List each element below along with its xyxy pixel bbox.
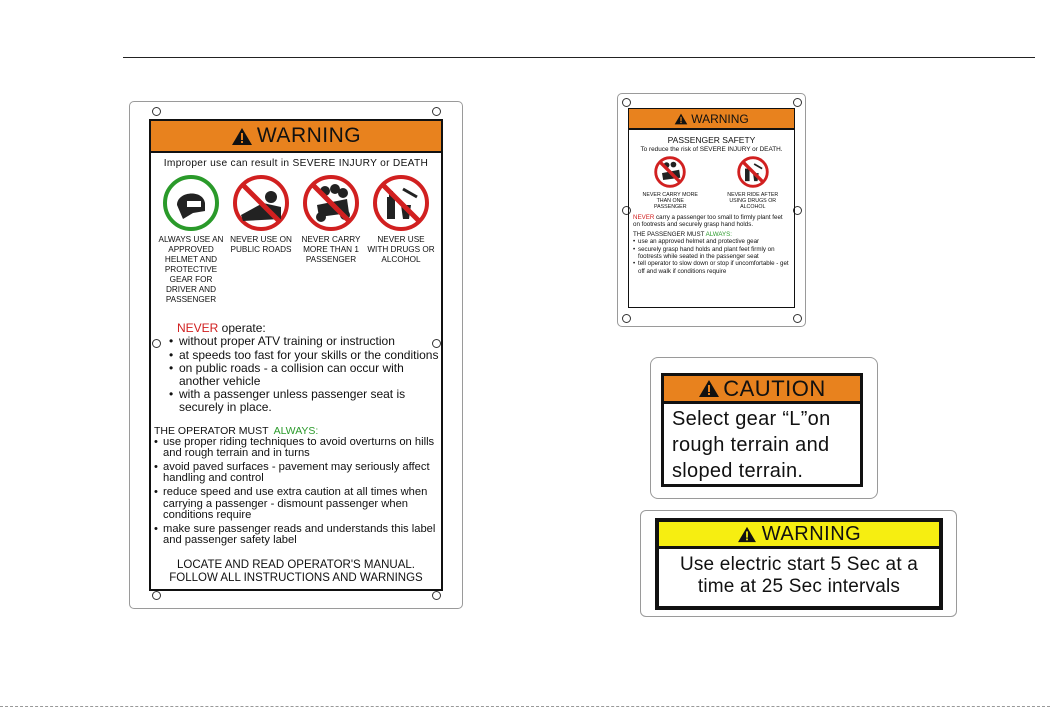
no-public-road-icon	[233, 175, 289, 231]
mounting-hole	[622, 98, 631, 107]
passenger-must-heading: THE PASSENGER MUST ALWAYS:	[633, 230, 733, 238]
manual-footer: LOCATE AND READ OPERATOR'S MANUAL. FOLLOW ALL INSTRUCTIONS AND WARNINGS	[169, 558, 423, 584]
pictogram-drugs-alcohol: NEVER RIDE AFTER USING DRUGS OR ALCOHOL	[723, 156, 783, 210]
mounting-hole	[793, 98, 802, 107]
never-list	[169, 335, 441, 414]
warning-header	[151, 121, 441, 153]
atv-warning-label	[129, 101, 463, 609]
no-passenger-icon	[654, 156, 686, 188]
list-item: • with a passenger unless passenger seat is securely in place.	[169, 388, 441, 413]
electric-start-body: Use electric start 5 Sec at a time at 25 Sec intervals	[679, 554, 919, 597]
no-drugs-alcohol-icon	[373, 175, 429, 231]
never-operate-heading: NEVER operate:	[177, 321, 266, 335]
electric-start-warning-label	[640, 510, 957, 617]
caution-header	[664, 376, 860, 404]
no-passenger-icon	[303, 175, 359, 231]
pictogram-helmet: ALWAYS USE AN APPROVED HELMET AND PROTECTIVE GEAR FOR DRIVER AND PASSENGER	[157, 175, 225, 305]
mounting-hole	[622, 314, 631, 323]
hazard-triangle-icon	[231, 127, 253, 146]
caution-body: Select gear “L”on rough terrain and sloped terrain.	[672, 408, 831, 482]
passenger-safety-label	[617, 93, 806, 327]
warning-title: WARNING	[256, 124, 362, 147]
header-rule	[123, 57, 1035, 58]
passenger-rules	[629, 214, 794, 275]
hazard-triangle-icon	[698, 379, 720, 398]
pictogram-public-road: NEVER USE ON PUBLIC ROADS	[227, 175, 295, 305]
pictogram-passenger: NEVER CARRY MORE THAN 1 PASSENGER	[297, 175, 365, 305]
list-item: • tell operator to slow down or stop if uncomfortable - get off and walk if conditions require	[633, 260, 790, 275]
warning-title: WARNING	[691, 111, 749, 126]
list-item: • on public roads - a collision can occur with another vehicle	[169, 362, 441, 387]
pictogram-drugs-alcohol: NEVER USE WITH DRUGS OR ALCOHOL	[367, 175, 435, 305]
pictogram-row	[629, 156, 794, 210]
severe-injury-subtitle: Improper use can result in SEVERE INJURY or DEATH	[163, 158, 429, 169]
list-item: • securely grasp hand holds and plant feet firmly on footrests while seated in the passenger seat	[633, 246, 790, 261]
list-item: • make sure passenger reads and understands this label and passenger safety label	[154, 524, 441, 547]
passenger-safety-title: PASSENGER SAFETY	[667, 135, 756, 145]
list-item: • use an approved helmet and protective gear	[633, 238, 790, 245]
operator-must-heading: THE OPERATOR MUST ALWAYS:	[154, 424, 319, 437]
hazard-triangle-icon	[737, 526, 757, 543]
mounting-hole	[793, 314, 802, 323]
page-bottom-edge	[0, 706, 1050, 707]
warning-header	[659, 522, 939, 549]
pictogram-passenger: NEVER CARRY MORE THAN ONE PASSENGER	[640, 156, 700, 210]
mounting-hole	[152, 591, 161, 600]
mounting-hole	[152, 107, 161, 116]
list-item: • without proper ATV training or instruction	[169, 335, 441, 348]
list-item: • avoid paved surfaces - pavement may seriously affect handling and control	[154, 462, 441, 485]
caution-gear-label	[650, 357, 878, 499]
mounting-hole	[432, 591, 441, 600]
warning-title: WARNING	[761, 522, 862, 545]
list-item: • at speeds too fast for your skills or the conditions	[169, 349, 441, 362]
mounting-hole	[432, 107, 441, 116]
no-drugs-alcohol-icon	[737, 156, 769, 188]
passenger-always-list	[633, 238, 790, 275]
list-item: • use proper riding techniques to avoid overturns on hills and rough terrain and in turns	[154, 437, 441, 460]
helmet-icon	[163, 175, 219, 231]
list-item: • reduce speed and use extra caution at all times when carrying a passenger - dismount passenger when conditions require	[154, 487, 441, 522]
never-carry-text: NEVER carry a passenger too small to firmly plant feet on footrests and securely grasp hand holds.	[633, 214, 783, 229]
caution-title: CAUTION	[723, 375, 826, 401]
pictogram-row	[151, 175, 441, 305]
passenger-safety-subtitle: To reduce the risk of SEVERE INJURY or DEATH.	[640, 146, 783, 153]
warning-header	[629, 109, 794, 130]
always-list	[154, 437, 441, 547]
hazard-triangle-icon	[674, 113, 688, 125]
